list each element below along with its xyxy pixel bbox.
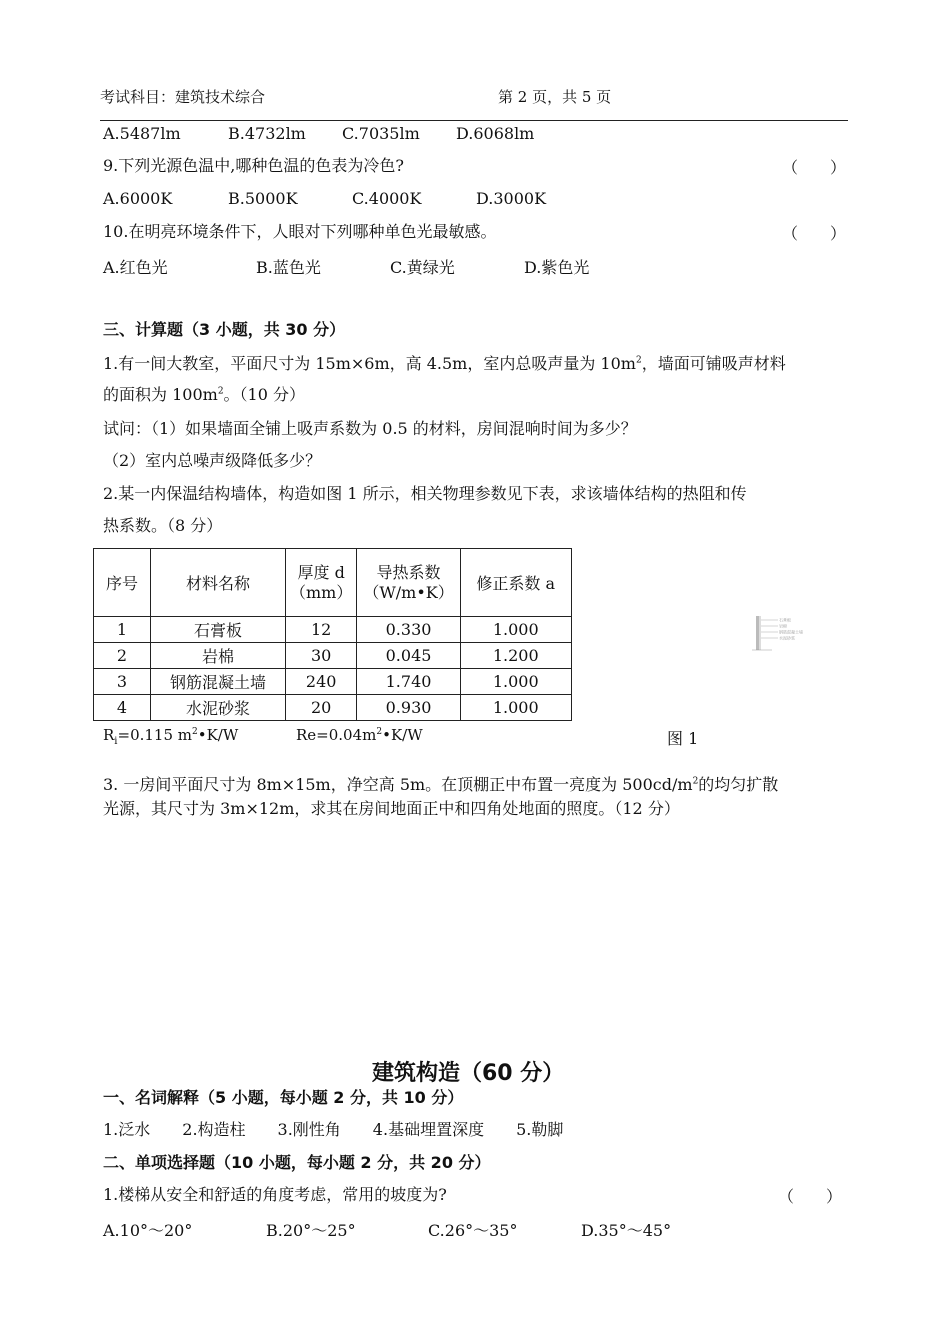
table-row [94,695,572,721]
calc-p1-question1: 试问：（1）如果墙面全铺上吸声系数为 0.5 的材料，房间混响时间为多少？ [103,419,637,438]
q9-option-b: B.5000K [228,189,298,208]
figure-layer-label: 岩棉 [779,623,787,629]
calc-p3-line2: 光源，其尺寸为 3m×12m，求其在房间地面正中和四角处地面的照度。（12 分） [103,799,680,818]
calc-p3-line1: 3. 一房间平面尺寸为 8m×15m，净空高 5m。在顶棚正中布置一亮度为 $500cd/m^2$的均匀扩散 [103,775,779,794]
inner-surface-resistance: $R_i=0.115$ $m^2•K/W$ [103,726,239,747]
cell-correction: 1.000 [460,617,571,643]
construction-choice-title: 二、单项选择题（10 小题，每小题 2 分，共 20 分） [103,1153,491,1172]
cell-conductivity: 0.045 [357,643,460,669]
material-parameters-table [93,548,572,721]
cell-thickness: 30 [286,643,357,669]
q9-option-d: D.3000K [476,189,547,208]
construction-q1-option-d: D.35°～45° [581,1221,672,1240]
q9-text: 9.下列光源色温中,哪种色温的色表为冷色? [103,156,404,175]
cell-correction: 1.200 [460,643,571,669]
construction-q1-option-a: A.10°～20° [103,1221,193,1240]
construction-terms-list: 1.泛水 2.构造柱 3.刚性角 4.基础埋置深度 5.勒脚 [103,1120,564,1139]
table-row [94,643,572,669]
cell-conductivity: 0.330 [357,617,460,643]
calc-p2-line1: 2.某一内保温结构墙体，构造如图 1 所示，相关物理参数见下表，求该墙体结构的热阻和传 [103,484,747,503]
outer-surface-resistance: $Re=0.04m^2•K/W$ [296,726,423,744]
cell-material: 岩棉 [151,643,286,669]
figure-1-label: 图 1 [667,729,699,748]
figure-layer-label: 钢筋混凝土墙 [779,629,803,635]
table-row [94,669,572,695]
cell-correction: 1.000 [460,695,571,721]
cell-index: 3 [94,669,151,695]
q10-option-c: C.黄绿光 [390,258,455,277]
cell-thickness: 20 [286,695,357,721]
cell-conductivity: 1.740 [357,669,460,695]
cell-correction: 1.000 [460,669,571,695]
header-rule [100,120,848,121]
construction-q1-option-b: B.20°～25° [266,1221,356,1240]
construction-q1-answer-paren: （ ） [778,1187,843,1206]
figure-layer-label: 石膏板 [779,617,791,623]
q8-option-a: A.5487lm [103,124,181,143]
header-thickness: 厚度 d（mm） [286,549,357,617]
calc-p1-line2: 的面积为 $100m^2$。（10 分） [103,385,305,404]
calc-p2-line2: 热系数。（8 分） [103,516,223,535]
construction-terms-title: 一、名词解释（5 小题，每小题 2 分，共 10 分） [103,1088,464,1107]
calc-p1-question2: （2）室内总噪声级降低多少？ [103,451,322,470]
q10-text: 10.在明亮环境条件下，人眼对下列哪种单色光最敏感。 [103,222,497,241]
cell-thickness: 12 [286,617,357,643]
cell-index: 4 [94,695,151,721]
wall-layer-insulation [759,616,761,650]
q10-option-d: D.紫色光 [524,258,590,277]
table-row [94,617,572,643]
figure-layer-label: 水泥砂浆 [779,635,795,641]
construction-section-title: 建筑构造（60 分） [372,1061,565,1086]
cell-thickness: 240 [286,669,357,695]
cell-conductivity: 0.930 [357,695,460,721]
calc-p1-line1: 1.有一间大教室，平面尺寸为 15m×6m，高 4.5m，室内总吸声量为 $10m^2$，墙面可铺吸声材料 [103,354,786,373]
wall-construction-figure [748,612,818,654]
q10-answer-paren: （ ） [782,224,847,243]
calc-section-title: 三、计算题（3 小题，共 30 分） [103,320,346,339]
cell-material: 水泥砂浆 [151,695,286,721]
wall-layer-hatch [756,616,759,650]
header-correction: 修正系数 a [460,549,571,617]
q9-answer-paren: （ ） [782,158,847,177]
cell-material: 石膏板 [151,617,286,643]
construction-q1-option-c: C.26°～35° [428,1221,518,1240]
table-header-row [94,549,572,617]
page-number: 第 2 页，共 5 页 [498,88,612,106]
header-material: 材料名称 [151,549,286,617]
cell-index: 2 [94,643,151,669]
header-index: 序号 [94,549,151,617]
exam-subject: 考试科目：建筑技术综合 [100,88,266,106]
cell-material: 钢筋混凝土墙 [151,669,286,695]
construction-q1-text: 1.楼梯从安全和舒适的角度考虑，常用的坡度为? [103,1185,447,1204]
cell-index: 1 [94,617,151,643]
q8-option-c: C.7035lm [342,124,420,143]
q9-option-a: A.6000K [103,189,173,208]
q10-option-b: B.蓝色光 [256,258,321,277]
q8-option-b: B.4732lm [228,124,306,143]
q10-option-a: A.红色光 [103,258,168,277]
header-conductivity: 导热系数（W/m•K） [357,549,460,617]
q8-option-d: D.6068lm [456,124,535,143]
q9-option-c: C.4000K [352,189,422,208]
